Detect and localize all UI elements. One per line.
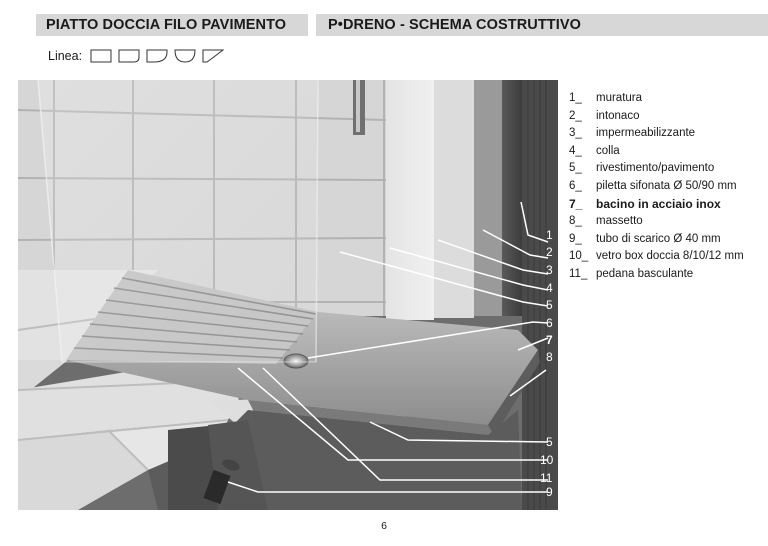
legend-list — [569, 90, 744, 284]
legend-item: 7_ bacino in acciaio inox — [569, 196, 721, 211]
header-title-right: P•DRENO - SCHEMA COSTRUTTIVO — [316, 14, 768, 36]
callout-label: 2 — [546, 245, 553, 259]
legend-item: 4_ colla — [569, 144, 620, 157]
legend-item: 8_ massetto — [569, 215, 643, 228]
callout-label: 3 — [546, 263, 553, 277]
pentagon-curve-icon — [202, 49, 224, 63]
callout-label: 6 — [546, 316, 553, 330]
callout-label: 11 — [540, 471, 553, 485]
legend-item: 9_ tubo di scarico Ø 40 mm — [569, 232, 721, 245]
callout-label: 1 — [546, 228, 553, 242]
callout-label: 4 — [546, 281, 553, 295]
legend-item: 6_ piletta sifonata Ø 50/90 mm — [569, 179, 737, 192]
callout-label: 8 — [546, 350, 553, 364]
legend-item: 2_ intonaco — [569, 109, 640, 122]
rectangle-icon — [90, 49, 112, 63]
construction-diagram — [18, 80, 558, 510]
callout-label: 7 — [546, 333, 553, 347]
legend-item: 5_ rivestimento/pavimento — [569, 162, 715, 175]
header-title-left: PIATTO DOCCIA FILO PAVIMENTO — [36, 14, 308, 36]
linea-row — [48, 46, 224, 66]
callout-label: 10 — [540, 453, 554, 467]
page-number: 6 — [381, 520, 387, 532]
rounded-corner-icon — [118, 49, 140, 63]
callout-label: 5 — [546, 435, 553, 449]
quarter-round-icon — [146, 49, 168, 63]
semicircle-icon — [174, 49, 196, 63]
callout-label: 5 — [546, 298, 553, 312]
glass-panel — [38, 80, 318, 362]
legend-item: 10_ vetro box doccia 8/10/12 mm — [569, 250, 744, 263]
legend-item: 3_ impermeabilizzante — [569, 127, 696, 140]
linea-label: Linea: — [48, 49, 83, 63]
legend-item: 1_ muratura — [569, 92, 643, 104]
callout-label: 9 — [546, 485, 553, 499]
legend-item: 11_ pedana basculante — [569, 267, 694, 280]
